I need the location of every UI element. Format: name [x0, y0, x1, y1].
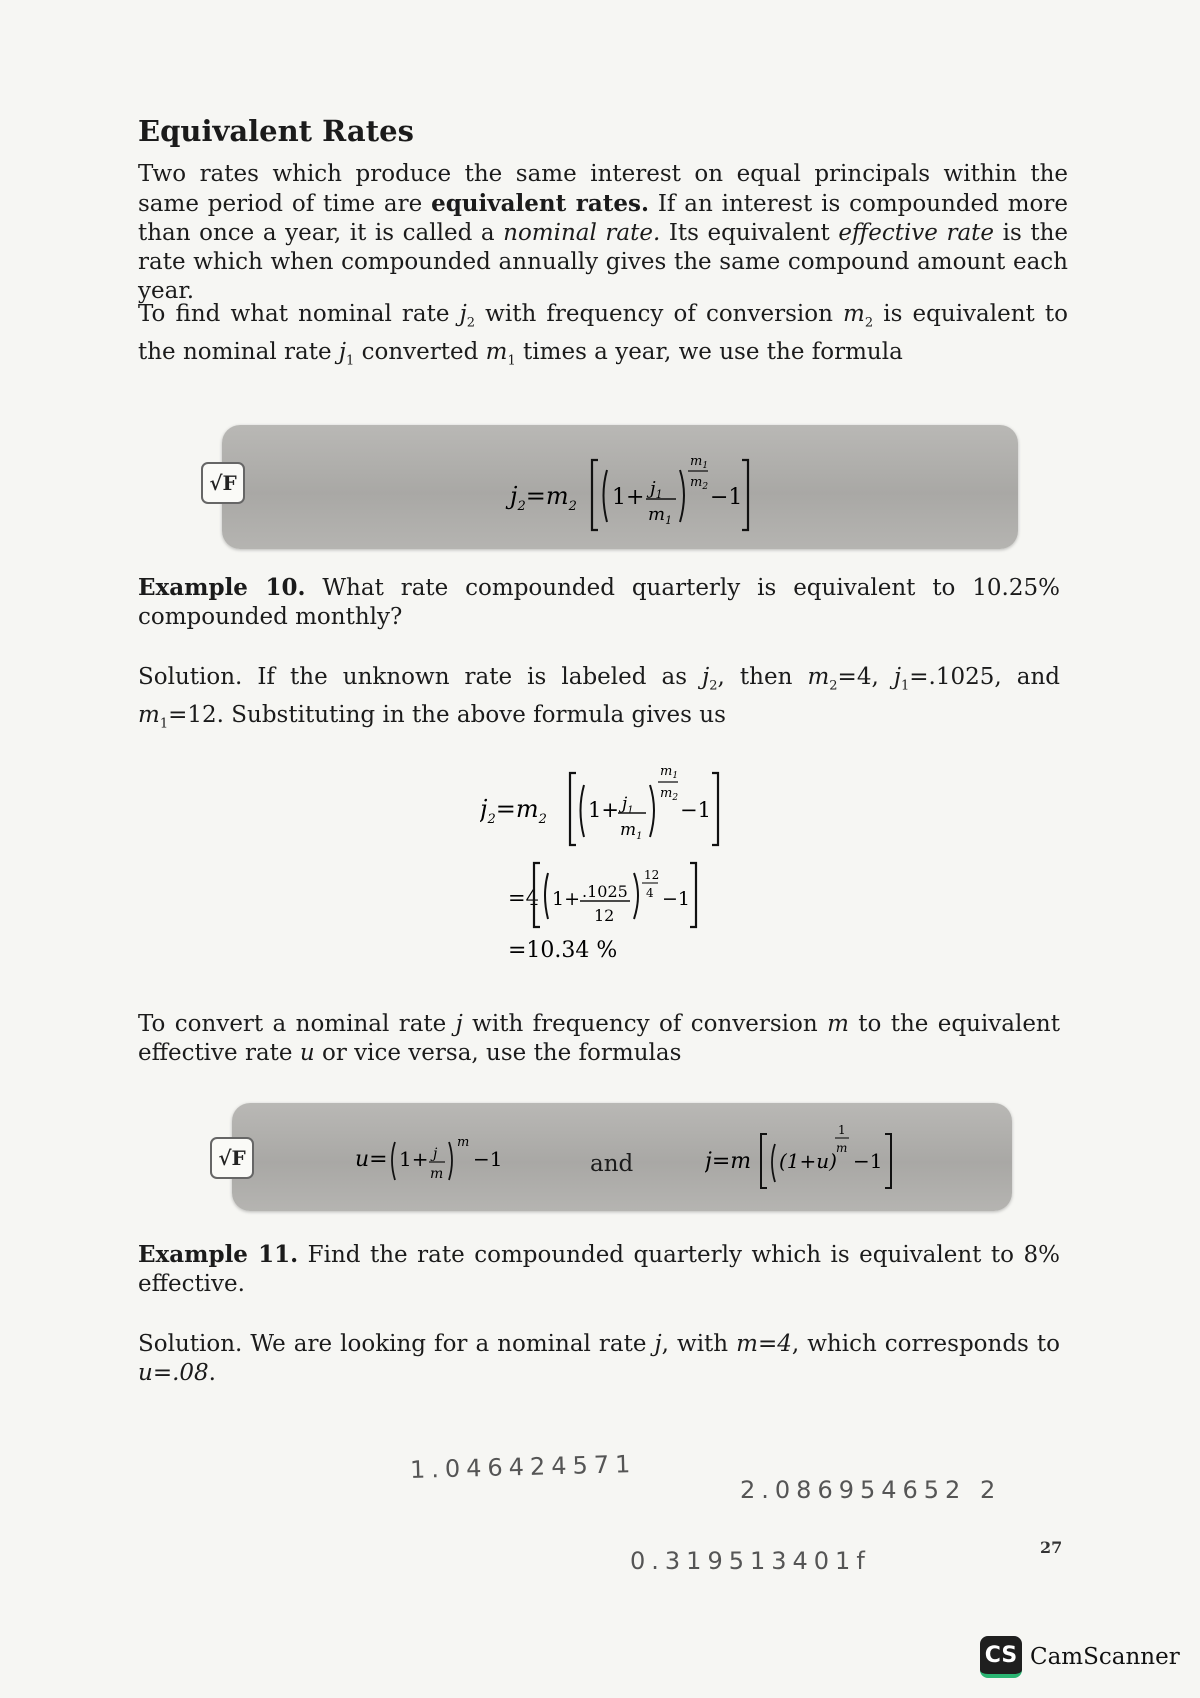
svg-text:j2=m2: $j_2=m_2$ — [480, 795, 547, 827]
example-11-label: Example 11. — [138, 1241, 299, 1268]
svg-text:−1: −1 — [853, 1149, 883, 1173]
and-label: and — [590, 1151, 634, 1177]
formula-equivalent-nominal — [500, 440, 780, 540]
svg-text:j1: $j_1$ — [622, 794, 634, 816]
svg-text:1+: 1+ — [399, 1147, 429, 1171]
svg-text:j2=m2: $j_2=m_2$ — [510, 482, 577, 514]
svg-text:12: 12 — [594, 906, 615, 925]
svg-text:j=m: j=m — [705, 1149, 752, 1174]
calculator-icon: √F — [201, 462, 245, 504]
svg-text:m1: $m_1$ — [648, 504, 673, 527]
camscanner-watermark — [980, 1636, 1180, 1678]
svg-text:4: 4 — [646, 886, 654, 900]
svg-text:−1: −1 — [662, 888, 691, 910]
handwritten-note-1: 1.046424571 — [409, 1450, 637, 1484]
svg-text:m: m — [457, 1135, 470, 1150]
formula-nominal-rate — [705, 1112, 925, 1202]
svg-text:m1: $m_1$ — [620, 820, 643, 842]
svg-text:12: 12 — [644, 868, 660, 882]
svg-text:−1: −1 — [473, 1147, 503, 1171]
definition-paragraph: Two rates which produce the same interest on equal principals within the same period of time are equivalent rates. If an interest is compounded more than once a year, it is called a nominal rate. Its equivalent effective rate is the rate which when compounded annually gives the same compound amount each year. — [138, 161, 1068, 304]
example-10-calculation — [480, 755, 760, 970]
camscanner-logo-icon: CS — [980, 1636, 1022, 1678]
handwritten-note-2: 2.086954652 2 — [740, 1476, 1002, 1504]
svg-text:m: m — [430, 1166, 444, 1182]
calculator-icon: √F — [210, 1137, 254, 1179]
svg-text:=4: =4 — [508, 886, 539, 910]
solution-10-intro: Solution. If the unknown rate is labeled as $j_2$, then $m_2=4$, $j_1=.1025$, and $m_1=12$. Substituting in the above formula gives us — [138, 664, 1060, 732]
svg-text:m1: $m_1$ — [690, 454, 709, 471]
handwritten-note-3: 0.319513401f — [630, 1547, 871, 1575]
example-10: Example 10. What rate compounded quarterly is equivalent to 10.25% compounded monthly? — [138, 574, 1060, 630]
section-heading: Equivalent Rates — [138, 114, 414, 148]
svg-text:1: 1 — [838, 1123, 846, 1137]
svg-text:m: m — [836, 1141, 848, 1155]
svg-text:=10.34 %: =10.34 % — [508, 938, 618, 963]
svg-text:m2: $m_2$ — [690, 475, 709, 492]
svg-text:.1025: .1025 — [582, 882, 628, 901]
svg-text:m1: $m_1$ — [660, 764, 679, 781]
svg-text:u=: u= — [355, 1147, 388, 1172]
svg-text:j1: $j_1$ — [650, 478, 663, 501]
svg-text:1+: 1+ — [612, 485, 645, 510]
formula-intro-paragraph: To find what nominal rate $j_2$ with frequency of conversion $m_2$ is equivalent to the nominal rate $j_1$ converted $m_1$ times a year, we use the formula — [138, 301, 1068, 369]
svg-text:−1: −1 — [680, 798, 711, 822]
conversion-intro-paragraph: To convert a nominal rate j with frequency of conversion m to the equivalent effective rate u or vice versa, use the formulas — [138, 1011, 1060, 1066]
svg-text:1+: 1+ — [552, 888, 581, 910]
svg-text:1+: 1+ — [588, 798, 619, 822]
solution-11-intro: Solution. We are looking for a nominal rate j, with m=4, which corresponds to u=.08. — [138, 1331, 1060, 1386]
svg-text:−1: −1 — [710, 485, 743, 510]
camscanner-label: CamScanner — [1030, 1644, 1180, 1670]
example-10-label: Example 10. — [138, 574, 306, 601]
svg-text:j: j — [433, 1146, 438, 1162]
example-11: Example 11. Find the rate compounded quarterly which is equivalent to 8% effective. — [138, 1241, 1060, 1297]
svg-text:m2: $m_2$ — [660, 786, 679, 803]
page-number: 27 — [1040, 1538, 1063, 1557]
svg-text:(1+u): (1+u) — [779, 1149, 837, 1173]
